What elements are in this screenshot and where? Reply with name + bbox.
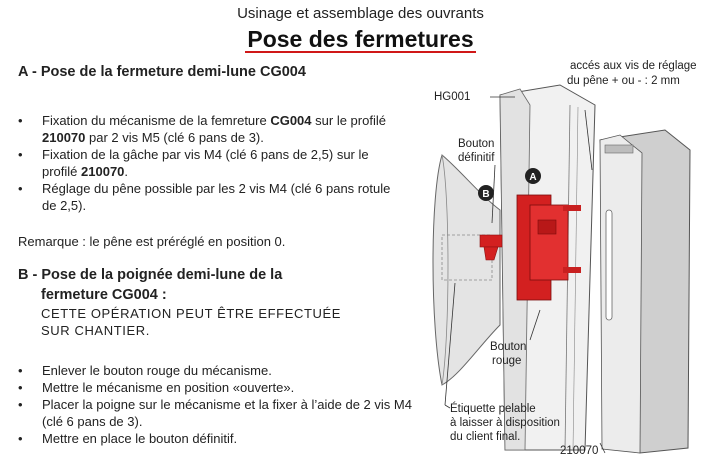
page-subtitle: Usinage et assemblage des ouvrants (237, 5, 484, 22)
label-hg001: HG001 (434, 91, 471, 103)
list-item: • Réglage du pêne possible par les 2 vis M4 (clé 6 pans rotule de 2,5). (18, 180, 398, 214)
list-item: • Mettre le mécanisme en position «ouverte». (18, 379, 418, 396)
section-b-heading-line2: fermeture CG004 : (41, 287, 167, 303)
section-a-heading: A - Pose de la fermeture demi-lune CG004 (18, 64, 306, 80)
marker-a (525, 168, 541, 184)
site-note-line2: SUR CHANTIER. (41, 323, 150, 338)
section-b-heading (18, 265, 282, 305)
profile-210070 (600, 130, 690, 453)
site-note-line1: CETTE OPÉRATION PEUT ÊTRE EFFECTUÉE (41, 306, 342, 321)
label-210070: 210070 (560, 445, 599, 455)
assembly-diagram (420, 55, 720, 455)
section-a-list (18, 112, 398, 214)
marker-b (478, 185, 494, 201)
label-bouton-rouge-line2: rouge (492, 355, 522, 367)
label-acces-line1: accés aux vis de réglage (570, 60, 697, 72)
list-item: • Fixation du mécanisme de la femreture CG004 sur le profilé 210070 par 2 vis M5 (clé 6 pans de 3). (18, 112, 398, 146)
svg-text:A: A (529, 172, 537, 183)
list-item: • Placer la poigne sur le mécanisme et la fixer à l’aide de 2 vis M4 (clé 6 pans de 3). (18, 396, 418, 430)
label-bouton-definitif-line1: Bouton (458, 138, 495, 150)
label-etiquette-line1: Étiquette pelable (450, 403, 536, 415)
label-bouton-definitif-line2: définitif (458, 152, 495, 164)
list-item: • Fixation de la gâche par vis M4 (clé 6 pans de 2,5) sur le profilé 210070. (18, 146, 398, 180)
section-b-heading-line1: B - Pose de la poignée demi-lune de la (18, 267, 283, 283)
list-item: • Mettre en place le bouton définitif. (18, 430, 418, 447)
label-bouton-rouge-line1: Bouton (490, 341, 527, 353)
section-b-list (18, 362, 418, 447)
label-acces-line2: du pêne + ou - : 2 mm (567, 75, 680, 87)
page-title-text: Pose des fermetures (247, 26, 474, 52)
label-etiquette-line3: du client final. (450, 431, 521, 443)
list-item: • Enlever le bouton rouge du mécanisme. (18, 362, 418, 379)
remark-text: Remarque : le pêne est préréglé en position 0. (18, 234, 286, 249)
site-note (41, 305, 401, 339)
page-title (0, 26, 721, 53)
svg-text:B: B (482, 189, 490, 200)
label-etiquette-line2: à laisser à disposition (450, 417, 560, 429)
